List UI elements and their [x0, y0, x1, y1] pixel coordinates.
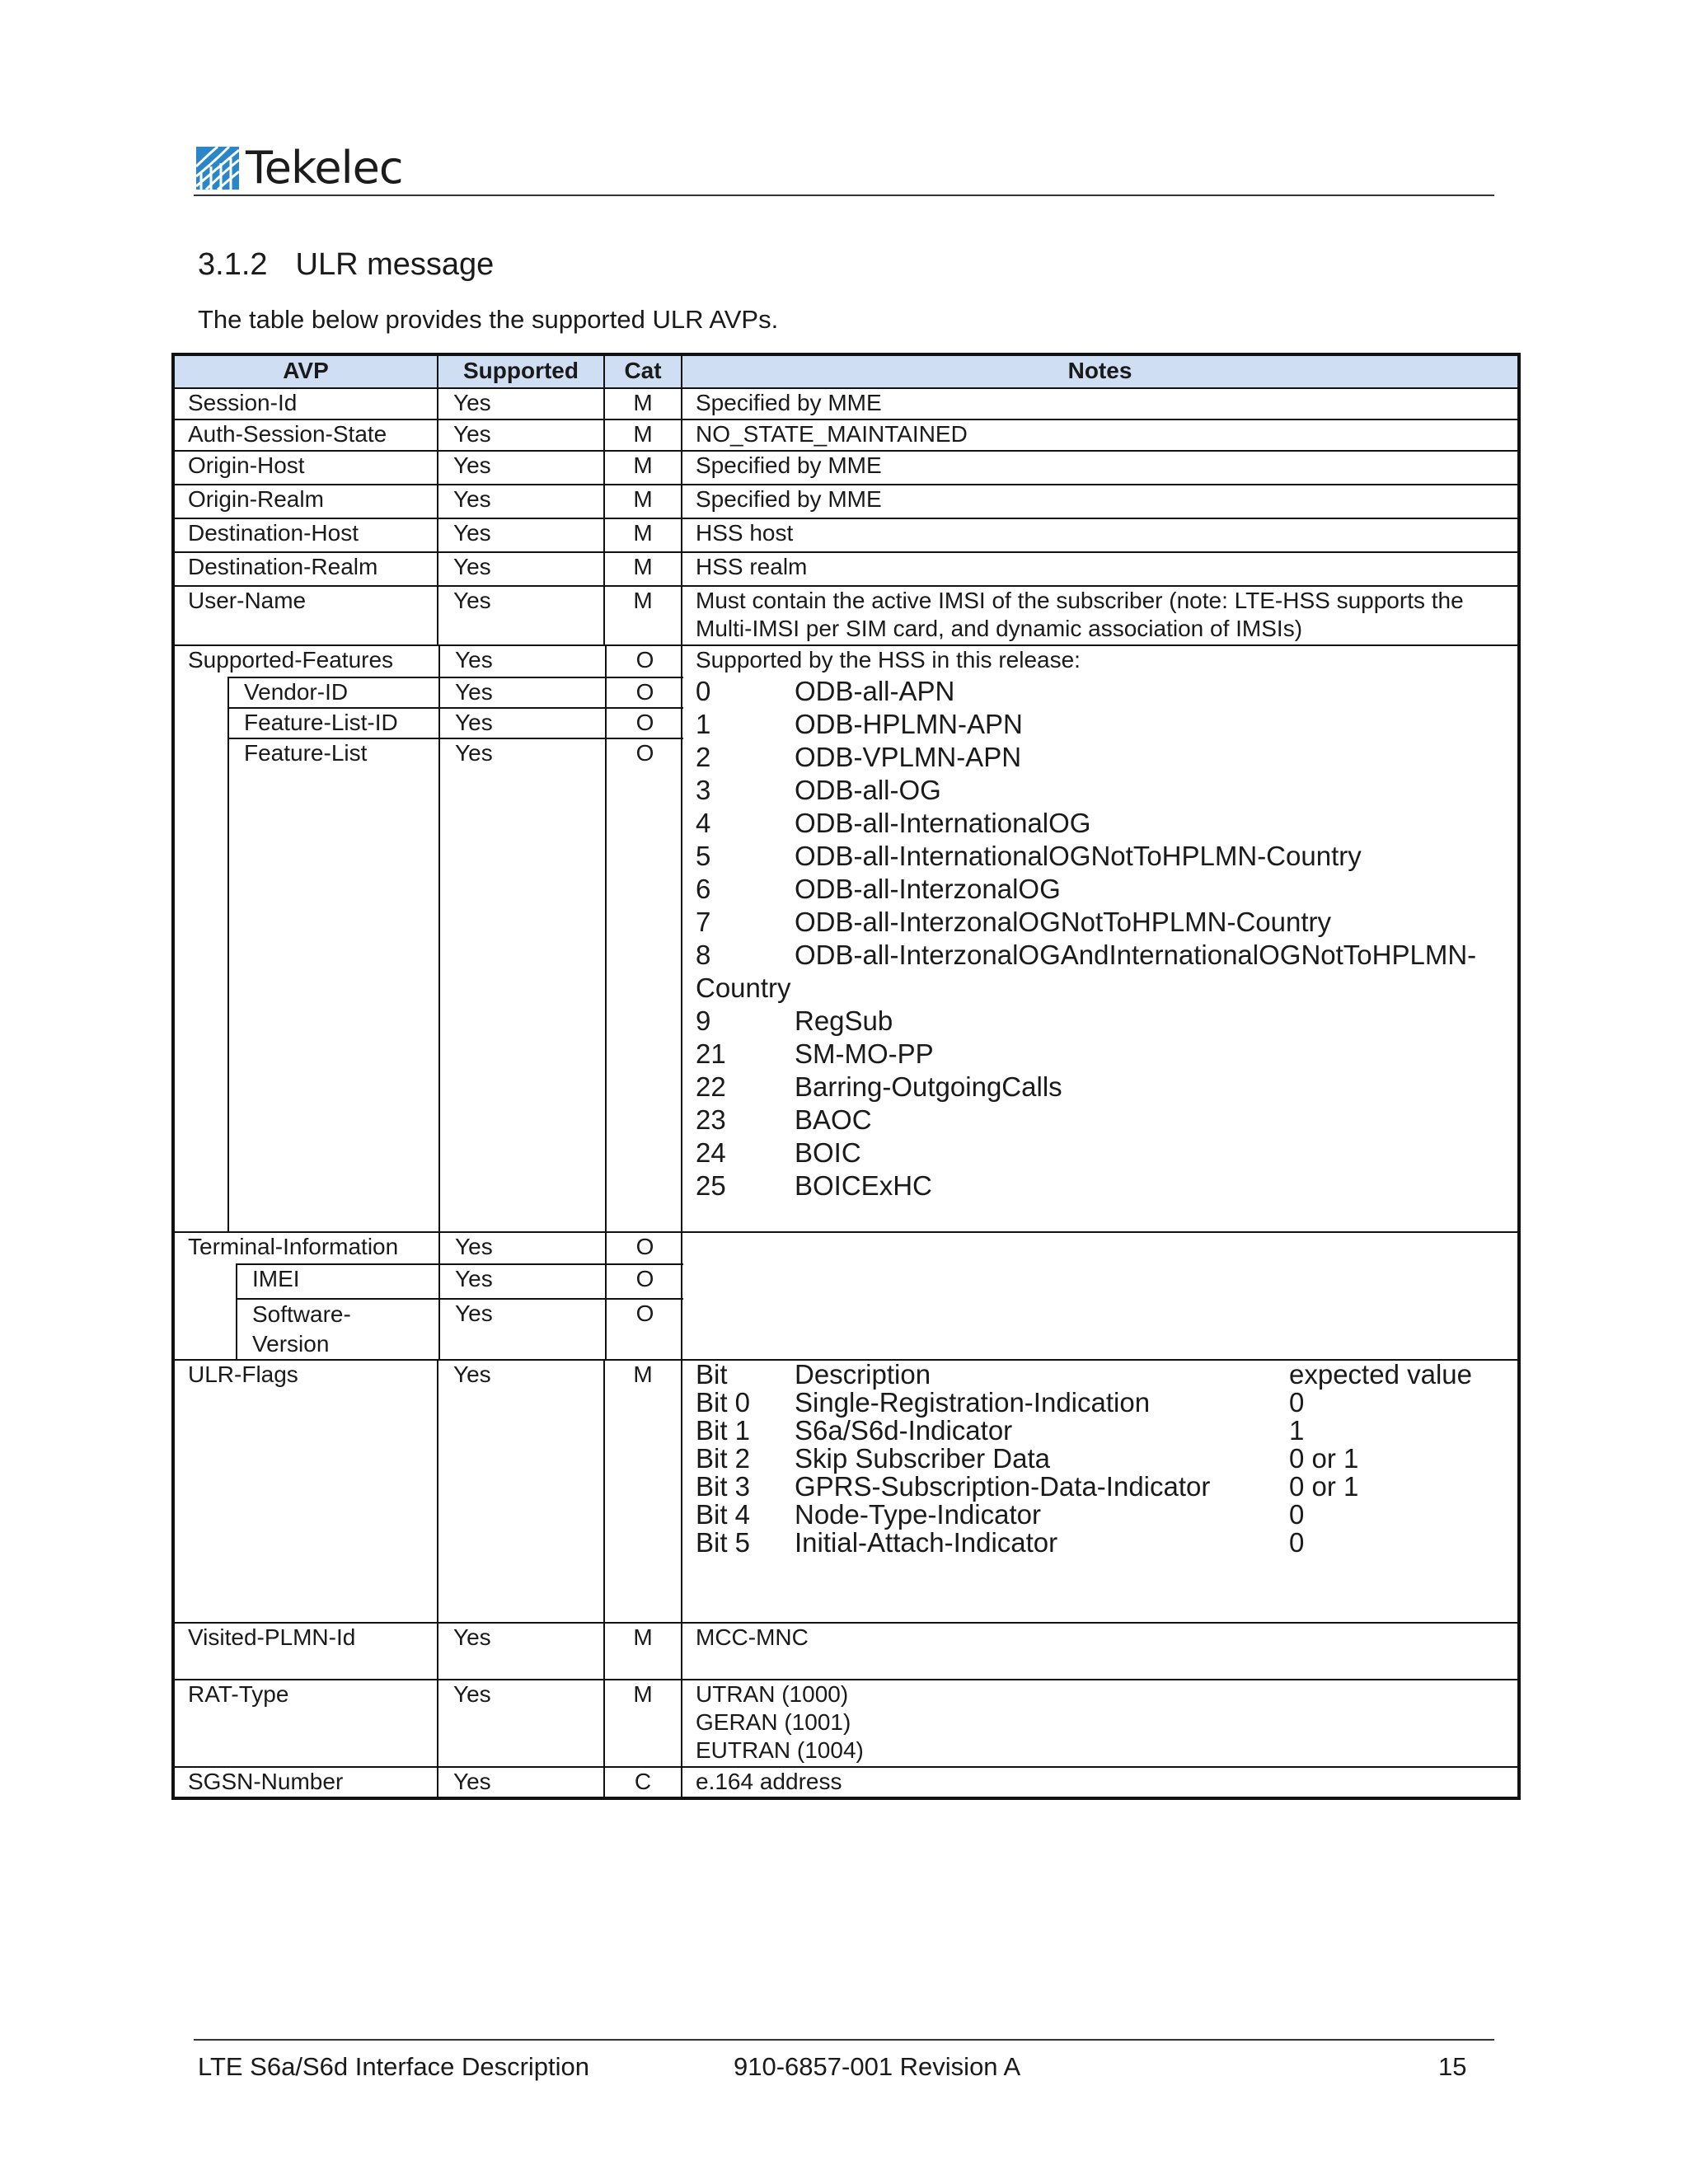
- supported-features-notes: [682, 645, 1519, 1232]
- cat-cell: M: [604, 1623, 682, 1680]
- feature-row: [696, 1071, 1501, 1104]
- supported-features-avp-group: [173, 645, 682, 1232]
- avp-cell: User-Name: [173, 586, 438, 645]
- feature-name: ODB-HPLMN-APN: [795, 709, 1023, 739]
- cat-cell: M: [604, 419, 682, 451]
- supported-cell: Yes: [439, 1264, 606, 1299]
- cat-cell: M: [604, 451, 682, 485]
- avp-cell: Supported-Features: [188, 647, 394, 673]
- ulr-avp-table: [171, 353, 1521, 1800]
- feature-row: [696, 1137, 1501, 1169]
- table-row: [175, 1264, 683, 1299]
- feature-row: [696, 840, 1501, 873]
- feature-name: ODB-all-OG: [795, 775, 941, 805]
- tekelec-logo: [196, 142, 403, 194]
- supported-cell: Yes: [438, 1767, 604, 1798]
- cat-cell: O: [606, 738, 683, 1231]
- feature-name-continuation: Country: [696, 972, 791, 1003]
- feature-name: BOICExHC: [795, 1170, 932, 1201]
- feature-row: [696, 1104, 1501, 1137]
- feature-number: 23: [696, 1104, 726, 1135]
- feature-number: 5: [696, 841, 711, 871]
- features-intro: Supported by the HSS in this release:: [696, 647, 1081, 673]
- notes-cell: HSS realm: [682, 552, 1519, 586]
- table-row: [173, 1623, 1519, 1680]
- feature-number: 1: [696, 709, 711, 739]
- flag-val: 0: [1289, 1527, 1305, 1558]
- feature-number: 24: [696, 1137, 726, 1168]
- table-row: [173, 485, 1519, 518]
- table-row: [175, 738, 683, 1231]
- cat-cell: O: [606, 1233, 683, 1264]
- terminal-information-row: [173, 1232, 1519, 1360]
- flag-row: [696, 1417, 1501, 1445]
- header-supported: Supported: [438, 354, 604, 388]
- table-row: [175, 677, 683, 708]
- feature-name: Barring-OutgoingCalls: [795, 1071, 1062, 1102]
- feature-row: [696, 1169, 1501, 1202]
- flag-header-description: Description: [795, 1359, 931, 1390]
- notes-cell: e.164 address: [682, 1767, 1519, 1798]
- flag-row: [696, 1473, 1501, 1501]
- flag-desc: Single-Registration-Indication: [795, 1387, 1151, 1418]
- feature-number: 8: [696, 940, 711, 970]
- feature-name: BOIC: [795, 1137, 861, 1168]
- feature-row: [696, 1038, 1501, 1071]
- supported-cell: Yes: [439, 1299, 606, 1359]
- flag-bit: Bit 2: [696, 1443, 751, 1474]
- feature-row: [696, 741, 1501, 774]
- flag-row: [696, 1501, 1501, 1529]
- feature-name: RegSub: [795, 1005, 893, 1036]
- feature-name: ODB-all-InternationalOG: [795, 808, 1091, 838]
- cat-cell: O: [606, 708, 683, 738]
- table-row: [173, 1680, 1519, 1767]
- notes-cell: NO_STATE_MAINTAINED: [682, 419, 1519, 451]
- indent-cell: [175, 1264, 237, 1359]
- avp-cell: Destination-Realm: [173, 552, 438, 586]
- avp-cell: IMEI: [237, 1264, 439, 1299]
- feature-number: 0: [696, 676, 711, 706]
- table-row: [175, 1233, 683, 1264]
- table-row: [175, 646, 683, 677]
- flag-desc: GPRS-Subscription-Data-Indicator: [795, 1471, 1211, 1502]
- avp-cell: Terminal-Information: [188, 1234, 399, 1259]
- flag-bit: Bit 0: [696, 1387, 751, 1418]
- supported-cell: Yes: [439, 677, 606, 708]
- supported-cell: Yes: [438, 552, 604, 586]
- flag-header-value: expected value: [1289, 1359, 1472, 1390]
- notes-cell: [682, 1680, 1519, 1767]
- flag-desc: Node-Type-Indicator: [795, 1499, 1041, 1530]
- feature-row: [696, 675, 1501, 708]
- feature-row: [696, 708, 1501, 741]
- supported-cell: Yes: [438, 518, 604, 552]
- footer-revision: 910-6857-001 Revision A: [734, 2052, 1021, 2081]
- flag-val: 1: [1289, 1415, 1305, 1446]
- supported-cell: Yes: [438, 485, 604, 518]
- cat-cell: M: [604, 485, 682, 518]
- avp-cell: Session-Id: [173, 388, 438, 419]
- cat-cell: O: [606, 677, 683, 708]
- feature-number: 2: [696, 742, 711, 772]
- flag-row: [696, 1529, 1501, 1557]
- notes-cell: MCC-MNC: [682, 1623, 1519, 1680]
- feature-number: 9: [696, 1005, 711, 1036]
- cat-cell: O: [606, 646, 683, 677]
- supported-cell: Yes: [438, 451, 604, 485]
- table-row: [173, 419, 1519, 451]
- notes-cell: Must contain the active IMSI of the subscriber (note: LTE-HSS supports the Multi-IMSI per SIM card, and dynamic association of IMSIs): [682, 586, 1519, 645]
- section-heading: [198, 247, 494, 283]
- ulr-flags-notes: [682, 1360, 1519, 1623]
- cat-cell: M: [604, 1680, 682, 1767]
- table-row: [175, 708, 683, 738]
- table-row: [173, 586, 1519, 645]
- feature-number: 22: [696, 1071, 726, 1102]
- cat-cell: M: [604, 552, 682, 586]
- notes-cell: [682, 1232, 1519, 1360]
- supported-cell: Yes: [439, 646, 606, 677]
- feature-name: SM-MO-PP: [795, 1038, 934, 1069]
- avp-cell: SGSN-Number: [173, 1767, 438, 1798]
- cat-cell: M: [604, 388, 682, 419]
- notes-cell: HSS host: [682, 518, 1519, 552]
- table-row: [175, 1299, 683, 1359]
- avp-cell: Feature-List: [228, 738, 439, 1231]
- supported-cell: Yes: [439, 1233, 606, 1264]
- cat-cell: M: [604, 1360, 682, 1623]
- feature-row: [696, 807, 1501, 840]
- flag-val: 0: [1289, 1387, 1305, 1418]
- flag-bit: Bit 5: [696, 1527, 751, 1558]
- feature-number: 4: [696, 808, 711, 838]
- header-avp: AVP: [173, 354, 438, 388]
- avp-cell: Destination-Host: [173, 518, 438, 552]
- supported-cell: Yes: [438, 1680, 604, 1767]
- footer-rule: [194, 2039, 1494, 2041]
- avp-cell: RAT-Type: [173, 1680, 438, 1767]
- cat-cell: M: [604, 518, 682, 552]
- flag-row: [696, 1389, 1501, 1417]
- notes-cell: Specified by MME: [682, 451, 1519, 485]
- flag-list: [696, 1389, 1501, 1557]
- section-number: 3.1.2: [198, 247, 268, 282]
- feature-row: [696, 1005, 1501, 1038]
- feature-row: [696, 906, 1501, 939]
- rat-type-item: EUTRAN (1004): [696, 1737, 864, 1763]
- cat-cell: C: [604, 1767, 682, 1798]
- cat-cell: O: [606, 1299, 683, 1359]
- header-cat: Cat: [604, 354, 682, 388]
- feature-name: ODB-all-APN: [795, 676, 955, 706]
- rat-type-item: UTRAN (1000): [696, 1681, 849, 1707]
- supported-cell: Yes: [438, 419, 604, 451]
- cat-cell: O: [606, 1264, 683, 1299]
- avp-cell: Visited-PLMN-Id: [173, 1623, 438, 1680]
- footer-document-title: LTE S6a/S6d Interface Description: [198, 2052, 590, 2081]
- flag-val: 0 or 1: [1289, 1443, 1359, 1474]
- feature-row: [696, 873, 1501, 906]
- notes-cell: Specified by MME: [682, 485, 1519, 518]
- tekelec-logo-icon: [196, 147, 239, 190]
- feature-number: 21: [696, 1038, 726, 1069]
- intro-text: The table below provides the supported ULR AVPs.: [198, 305, 779, 334]
- rat-type-item: GERAN (1001): [696, 1709, 851, 1735]
- section-title: ULR message: [295, 247, 495, 282]
- table-row: [173, 388, 1519, 419]
- flag-desc: Skip Subscriber Data: [795, 1443, 1050, 1474]
- feature-list: [696, 675, 1501, 1202]
- supported-cell: Yes: [438, 388, 604, 419]
- flag-header-row: [696, 1361, 1501, 1389]
- cat-cell: M: [604, 586, 682, 645]
- feature-name: ODB-all-InterzonalOGNotToHPLMN-Country: [795, 907, 1332, 937]
- supported-cell: Yes: [439, 708, 606, 738]
- feature-name: BAOC: [795, 1104, 872, 1135]
- ulr-flags-row: [173, 1360, 1519, 1623]
- flag-row: [696, 1445, 1501, 1473]
- feature-number: 7: [696, 907, 711, 937]
- avp-cell: Vendor-ID: [228, 677, 439, 708]
- flag-val: 0: [1289, 1499, 1305, 1530]
- footer-page-number: 15: [1438, 2052, 1467, 2081]
- flag-desc: Initial-Attach-Indicator: [795, 1527, 1058, 1558]
- flag-bit: Bit 4: [696, 1499, 751, 1530]
- logo-text: Tekelec: [246, 142, 403, 194]
- feature-name: ODB-all-InterzonalOG: [795, 874, 1061, 904]
- avp-cell: Software- Version: [237, 1299, 439, 1359]
- supported-cell: Yes: [438, 586, 604, 645]
- table-row: [173, 552, 1519, 586]
- header-rule: [194, 194, 1494, 196]
- feature-row: [696, 939, 1501, 972]
- feature-name: ODB-all-InternationalOGNotToHPLMN-Country: [795, 841, 1362, 871]
- table-row: [173, 518, 1519, 552]
- terminal-information-avp-group: [173, 1232, 682, 1360]
- supported-cell: Yes: [438, 1360, 604, 1623]
- flag-desc: S6a/S6d-Indicator: [795, 1415, 1013, 1446]
- flag-bit: Bit 1: [696, 1415, 751, 1446]
- flag-val: 0 or 1: [1289, 1471, 1359, 1502]
- feature-number: 25: [696, 1170, 726, 1201]
- feature-name: ODB-VPLMN-APN: [795, 742, 1022, 772]
- feature-number: 3: [696, 775, 711, 805]
- avp-cell: Auth-Session-State: [173, 419, 438, 451]
- table-header-row: [173, 354, 1519, 388]
- avp-cell: ULR-Flags: [173, 1360, 438, 1623]
- supported-features-row: [173, 645, 1519, 1232]
- avp-cell: Origin-Realm: [173, 485, 438, 518]
- indent-cell: [175, 677, 228, 1231]
- table-row: [173, 1767, 1519, 1798]
- notes-cell: Specified by MME: [682, 388, 1519, 419]
- avp-cell: Origin-Host: [173, 451, 438, 485]
- supported-cell: Yes: [439, 738, 606, 1231]
- header-notes: Notes: [682, 354, 1519, 388]
- avp-cell: Feature-List-ID: [228, 708, 439, 738]
- table-row: [173, 451, 1519, 485]
- feature-name: ODB-all-InterzonalOGAndInternationalOGNotToHPLMN-: [795, 940, 1477, 970]
- supported-cell: Yes: [438, 1623, 604, 1680]
- feature-row: [696, 774, 1501, 807]
- flag-bit: Bit 3: [696, 1471, 751, 1502]
- flag-header-bit: Bit: [696, 1359, 728, 1390]
- feature-number: 6: [696, 874, 711, 904]
